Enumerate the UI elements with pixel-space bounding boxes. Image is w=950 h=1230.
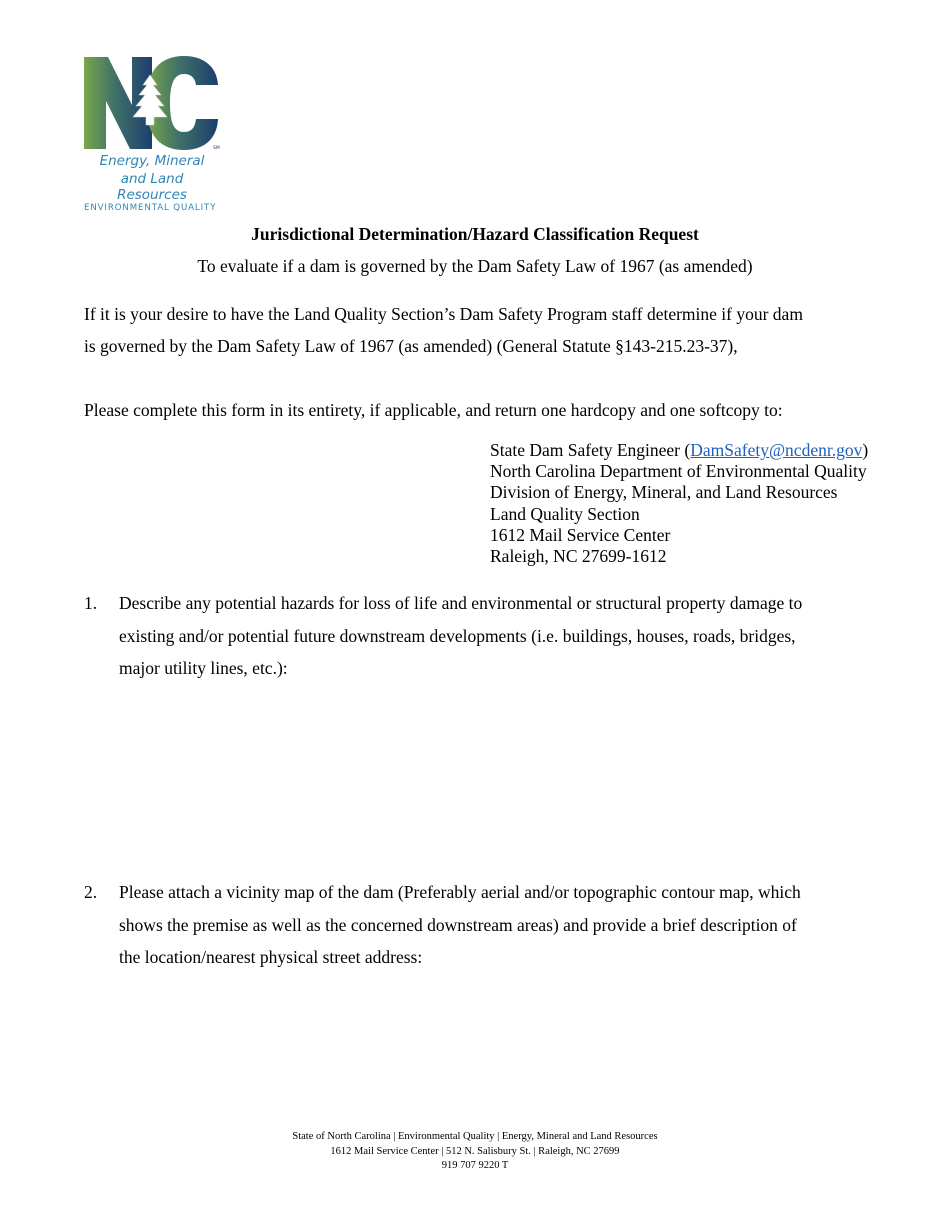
instruction-paragraph: Please complete this form in its entirety, if applicable, and return one hardcopy and one softcopy to: <box>84 400 783 420</box>
service-mark: SM <box>213 146 220 151</box>
intro-paragraph <box>84 298 874 362</box>
address-line: Land Quality Section <box>490 503 640 524</box>
question-line: Please attach a vicinity map of the dam (Preferably aerial and/or topographic contour map, which <box>119 882 801 902</box>
address-line: Division of Energy, Mineral, and Land Resources <box>490 482 838 503</box>
question-line: existing and/or potential future downstream developments (i.e. buildings, houses, roads, bridges, <box>119 625 796 646</box>
question-2 <box>84 876 864 974</box>
mailing-address <box>490 440 868 567</box>
email-link[interactable]: DamSafety@ncdenr.gov <box>690 440 863 460</box>
question-line: shows the premise as well as the concerned downstream areas) and provide a brief description of <box>119 914 797 935</box>
question-line: the location/nearest physical street address: <box>119 947 423 967</box>
nc-logo-mark <box>84 55 224 151</box>
intro-line: If it is your desire to have the Land Quality Section’s Dam Safety Program staff determine if your dam <box>84 304 803 324</box>
document-subtitle: To evaluate if a dam is governed by the Dam Safety Law of 1967 (as amended) <box>197 256 753 276</box>
question-1 <box>84 587 864 685</box>
question-number: 2. <box>84 882 98 902</box>
logo-line-env: ENVIRONMENTAL QUALITY <box>84 203 217 213</box>
footer-line: State of North Carolina | Environmental Quality | Energy, Mineral and Land Resources <box>292 1131 658 1142</box>
logo-line-energy: Energy, Mineral <box>99 153 205 169</box>
address-line: Raleigh, NC 27699-1612 <box>490 546 667 567</box>
nc-deq-logo <box>84 55 224 214</box>
footer-line: 919 707 9220 T <box>441 1160 509 1171</box>
footer-line: 1612 Mail Service Center | 512 N. Salisbury St. | Raleigh, NC 27699 <box>330 1145 620 1157</box>
document-title: Jurisdictional Determination/Hazard Classification Request <box>251 224 699 244</box>
question-line: major utility lines, etc.): <box>119 658 288 678</box>
address-line: North Carolina Department of Environmental Quality <box>490 461 867 482</box>
address-line-engineer: State Dam Safety Engineer (DamSafety@ncdenr.gov) <box>490 440 869 460</box>
logo-line-land: and Land Resources <box>117 171 187 203</box>
address-line: 1612 Mail Service Center <box>490 524 671 545</box>
question-line: Describe any potential hazards for loss of life and environmental or structural property damage to <box>119 593 803 613</box>
intro-line: is governed by the Dam Safety Law of 1967 (as amended) (General Statute §143-215.23-37), <box>84 336 738 356</box>
question-number: 1. <box>84 593 98 613</box>
page-footer <box>0 1130 950 1174</box>
